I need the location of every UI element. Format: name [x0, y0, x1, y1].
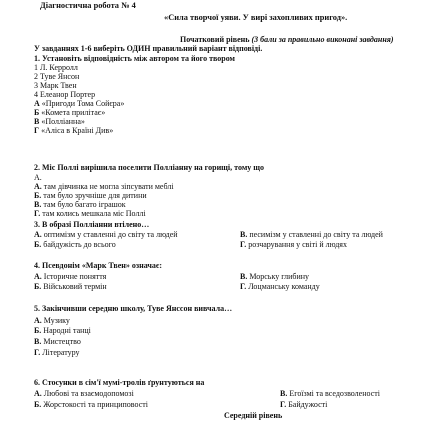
q2-option-d: Г. там колись мешкала міс Поллі	[34, 209, 146, 218]
document-theme: «Сила творчої уяви. У вирі захопливих пригод».	[164, 13, 348, 22]
level-name: Початковий рівень	[180, 35, 250, 44]
q5-option-d: Г. Літературу	[34, 348, 80, 357]
q4-option-a: А. Історичне поняття	[34, 272, 107, 281]
question-1: 1. Установіть відповідність між автором та його твором	[34, 54, 236, 63]
q4-option-d: Г. Лоцманську команду	[240, 282, 320, 291]
q6-option-b: Б. Жорстокості та принциповості	[34, 400, 148, 409]
q1-author-4: 4 Елеанор Портер	[34, 90, 96, 99]
q2-option-b: Б. там було зручніше для дитини	[34, 191, 147, 200]
q2-option-c: В. там було багато іграшок	[34, 200, 126, 209]
q6-option-d: Г. Байдужості	[280, 400, 328, 409]
q1-author-3: 3 Марк Твен	[34, 81, 77, 90]
q5-option-a: А. Музику	[34, 316, 70, 325]
q1-work-d: Г «Аліса в Країні Див»	[34, 126, 114, 135]
q3-option-a: А. оптимізм у ставленні до світу та людей	[34, 230, 178, 239]
question-4: 4. Псевдонім «Марк Твен» означає:	[34, 261, 163, 270]
q2-option-a: А. там дівчинка не могла зіпсувати меблі	[34, 182, 174, 191]
q6-option-a: А. Любові та взаємодопомозі	[34, 389, 134, 398]
q4-option-c: В. Морську глибину	[240, 272, 310, 281]
q5-option-b: Б. Народні танці	[34, 326, 91, 335]
q1-work-b: Б «Комета прилітає»	[34, 108, 106, 117]
level-note: (3 бали за правильно виконані завдання)	[251, 35, 394, 44]
q3-option-b: Б. байдужість до всього	[34, 240, 116, 249]
question-5: 5. Закінчивши середню школу, Туве Янссон вивчала…	[34, 304, 233, 313]
q3-option-c: В. песимізм у ставленні до світу та людей	[240, 230, 383, 239]
question-3: 3. В образі Полліанни втілено…	[34, 220, 150, 229]
next-level-heading: Середній рівень	[224, 411, 283, 420]
q1-author-2: 2 Туве Янсон	[34, 72, 80, 81]
q5-option-c: В. Мистецтво	[34, 337, 81, 346]
document-title: Діагностична робота № 4	[40, 1, 136, 10]
q1-work-a: А «Пригоди Тома Сойєра»	[34, 99, 125, 108]
q4-option-b: Б. Військовий термін	[34, 282, 107, 291]
q2-option-a-label: А.	[34, 173, 42, 182]
q6-option-c: В. Егоїзмі та вседозволеності	[280, 389, 380, 398]
q3-option-d: Г. розчарування у світі й людях	[240, 240, 347, 249]
question-2: 2. Міс Поллі вирішила поселити Полліанну на горищі, тому що	[34, 163, 265, 172]
q1-author-1: 1 Л. Керролл	[34, 63, 78, 72]
question-6: 6. Стосунки в сім'ї мумі-тролів ґрунтуються на	[34, 378, 205, 387]
instruction: У завданнях 1-6 виберіть ОДИН правильний варіант відповіді.	[34, 44, 263, 53]
q1-work-c: В «Полліанна»	[34, 117, 85, 126]
